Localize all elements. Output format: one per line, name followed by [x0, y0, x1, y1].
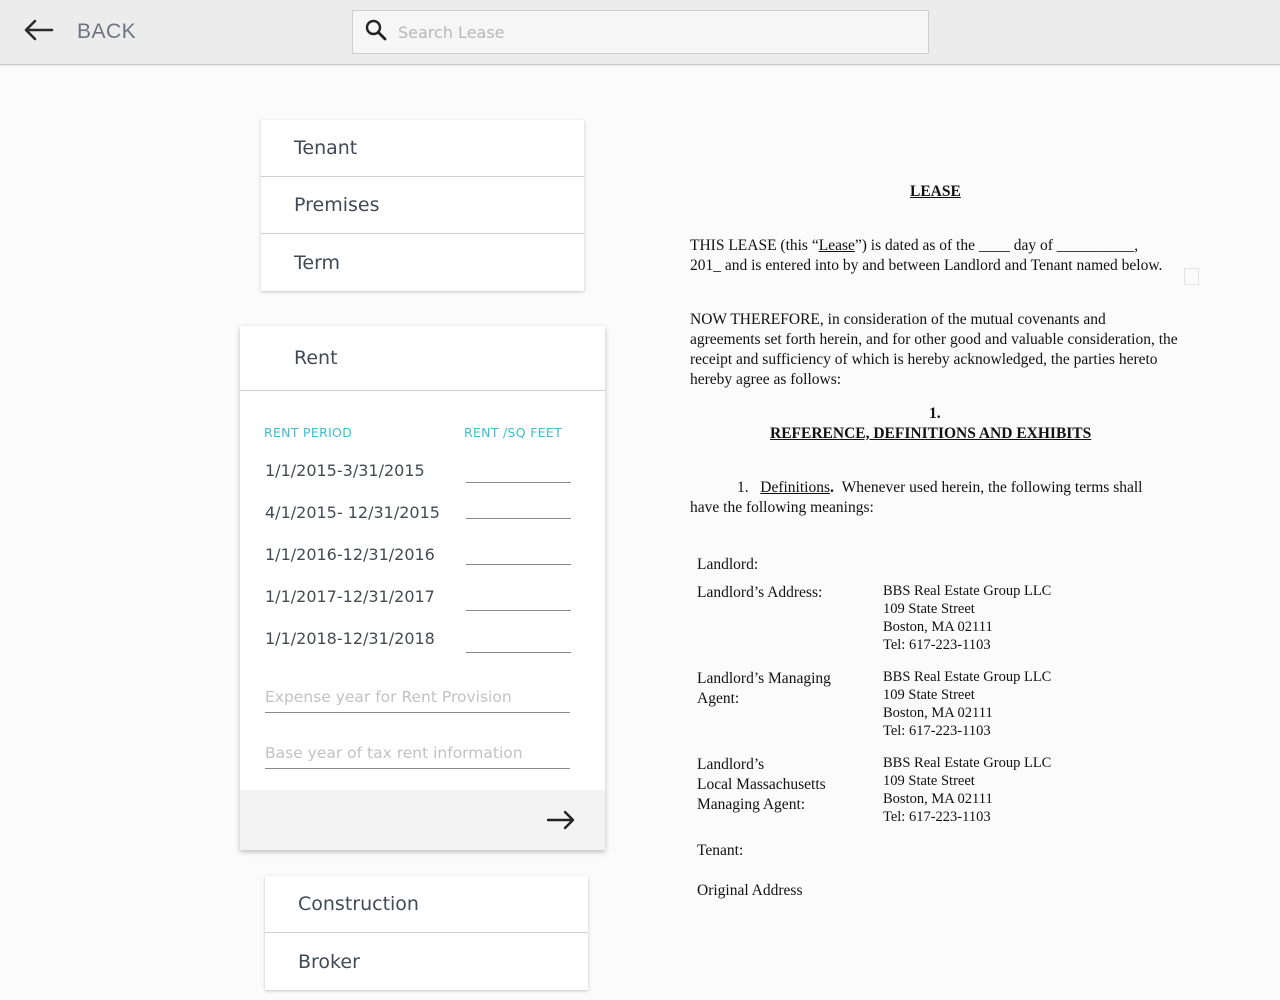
section-tenant[interactable]: Tenant — [261, 120, 584, 177]
local-agent-value — [883, 754, 1051, 826]
now-therefore-paragraph: NOW THEREFORE, in consideration of the mutual covenants and agreements set forth herein, and for other good and valuable consideration, the receipt and sufficiency of which is hereby acknowledged, the parties hereto hereby agree as follows: — [690, 311, 1178, 388]
intro-paragraph — [690, 236, 1185, 276]
definitions-term: Definitions — [760, 479, 830, 496]
original-address-label: Original Address — [697, 882, 803, 899]
address-line: Tel: 617-223-1103 — [883, 723, 991, 739]
rent-sqft-input[interactable] — [466, 495, 571, 519]
definitions-text: Whenever used herein, the following terms shall — [841, 479, 1143, 496]
search-input[interactable] — [398, 23, 898, 42]
section-heading: REFERENCE, DEFINITIONS AND EXHIBITS — [770, 425, 1092, 442]
managing-agent-label — [697, 669, 831, 709]
rent-row — [265, 629, 571, 669]
section-broker[interactable]: Broker — [298, 950, 360, 973]
address-line: Boston, MA 02111 — [883, 791, 993, 807]
label-line: Local Massachusetts — [697, 776, 826, 793]
definitions-paragraph — [690, 478, 1185, 518]
definitions-number: 1. — [737, 479, 749, 496]
definitions-period: . — [830, 479, 834, 496]
address-line: 109 State Street — [883, 687, 975, 703]
checkbox[interactable] — [1184, 268, 1199, 285]
search-icon — [353, 18, 388, 47]
landlord-address-label: Landlord’s Address: — [697, 584, 823, 601]
rent-period-label: 1/1/2016-12/31/2016 — [265, 545, 435, 564]
section-construction[interactable]: Construction — [265, 876, 588, 933]
label-line: Managing Agent: — [697, 796, 806, 813]
rent-card — [240, 326, 605, 850]
back-label: BACK — [77, 20, 137, 43]
intro-text: THIS LEASE (this “ — [690, 237, 819, 254]
definitions-text: have the following meanings: — [690, 499, 874, 516]
next-arrow-icon[interactable] — [545, 804, 577, 836]
section-number: 1. — [929, 405, 941, 422]
sections-bottom-card — [265, 876, 588, 990]
address-line: Tel: 617-223-1103 — [883, 637, 991, 653]
address-line: BBS Real Estate Group LLC — [883, 669, 1052, 685]
managing-agent-value — [883, 668, 1051, 740]
rent-period-label: 1/1/2018-12/31/2018 — [265, 629, 435, 648]
address-line: BBS Real Estate Group LLC — [883, 583, 1052, 599]
intro-text: 201_ and is entered into by and between Landlord and Tenant named below. — [690, 257, 1163, 274]
address-line: 109 State Street — [883, 601, 975, 617]
address-line: Tel: 617-223-1103 — [883, 809, 991, 825]
intro-text: ”) is dated as of the ____ day of __________, — [854, 237, 1139, 254]
local-agent-label — [697, 755, 826, 815]
rent-sqft-input[interactable] — [466, 629, 571, 653]
section-term[interactable]: Term — [294, 251, 341, 274]
rent-row — [265, 587, 571, 627]
address-line: Boston, MA 02111 — [883, 705, 993, 721]
rent-sqft-input[interactable] — [466, 587, 571, 611]
address-line: Boston, MA 02111 — [883, 619, 993, 635]
rent-title[interactable]: Rent — [240, 326, 605, 391]
intro-lease-term: Lease — [818, 237, 855, 254]
rent-row — [265, 503, 571, 543]
rent-period-label: 1/1/2017-12/31/2017 — [265, 587, 435, 606]
landlord-label: Landlord: — [697, 556, 759, 573]
rent-sqft-input[interactable] — [466, 461, 571, 483]
rent-period-column-header: RENT PERIOD — [264, 425, 353, 440]
rent-row — [265, 545, 571, 585]
expense-year-input[interactable] — [265, 681, 570, 713]
label-line: Landlord’s Managing — [697, 670, 831, 687]
address-line: BBS Real Estate Group LLC — [883, 755, 1052, 771]
back-button[interactable] — [20, 14, 136, 50]
rent-period-label: 4/1/2015- 12/31/2015 — [265, 503, 440, 522]
label-line: Agent: — [697, 690, 740, 707]
label-line: Landlord’s — [697, 756, 765, 773]
address-line: 109 State Street — [883, 773, 975, 789]
sections-top-card — [261, 120, 584, 291]
rent-sqft-column-header: RENT /SQ FEET — [464, 425, 563, 440]
tenant-label: Tenant: — [697, 842, 744, 859]
section-premises[interactable]: Premises — [261, 177, 584, 234]
top-bar — [0, 0, 1280, 65]
document-title: LEASE — [910, 183, 961, 200]
rent-period-label: 1/1/2015-3/31/2015 — [265, 461, 425, 480]
base-year-input[interactable] — [265, 737, 570, 769]
arrow-left-icon — [20, 12, 56, 53]
rent-card-footer — [240, 790, 605, 850]
landlord-address-value — [883, 582, 1051, 654]
search-bar[interactable] — [352, 10, 929, 54]
rent-sqft-input[interactable] — [466, 541, 571, 565]
